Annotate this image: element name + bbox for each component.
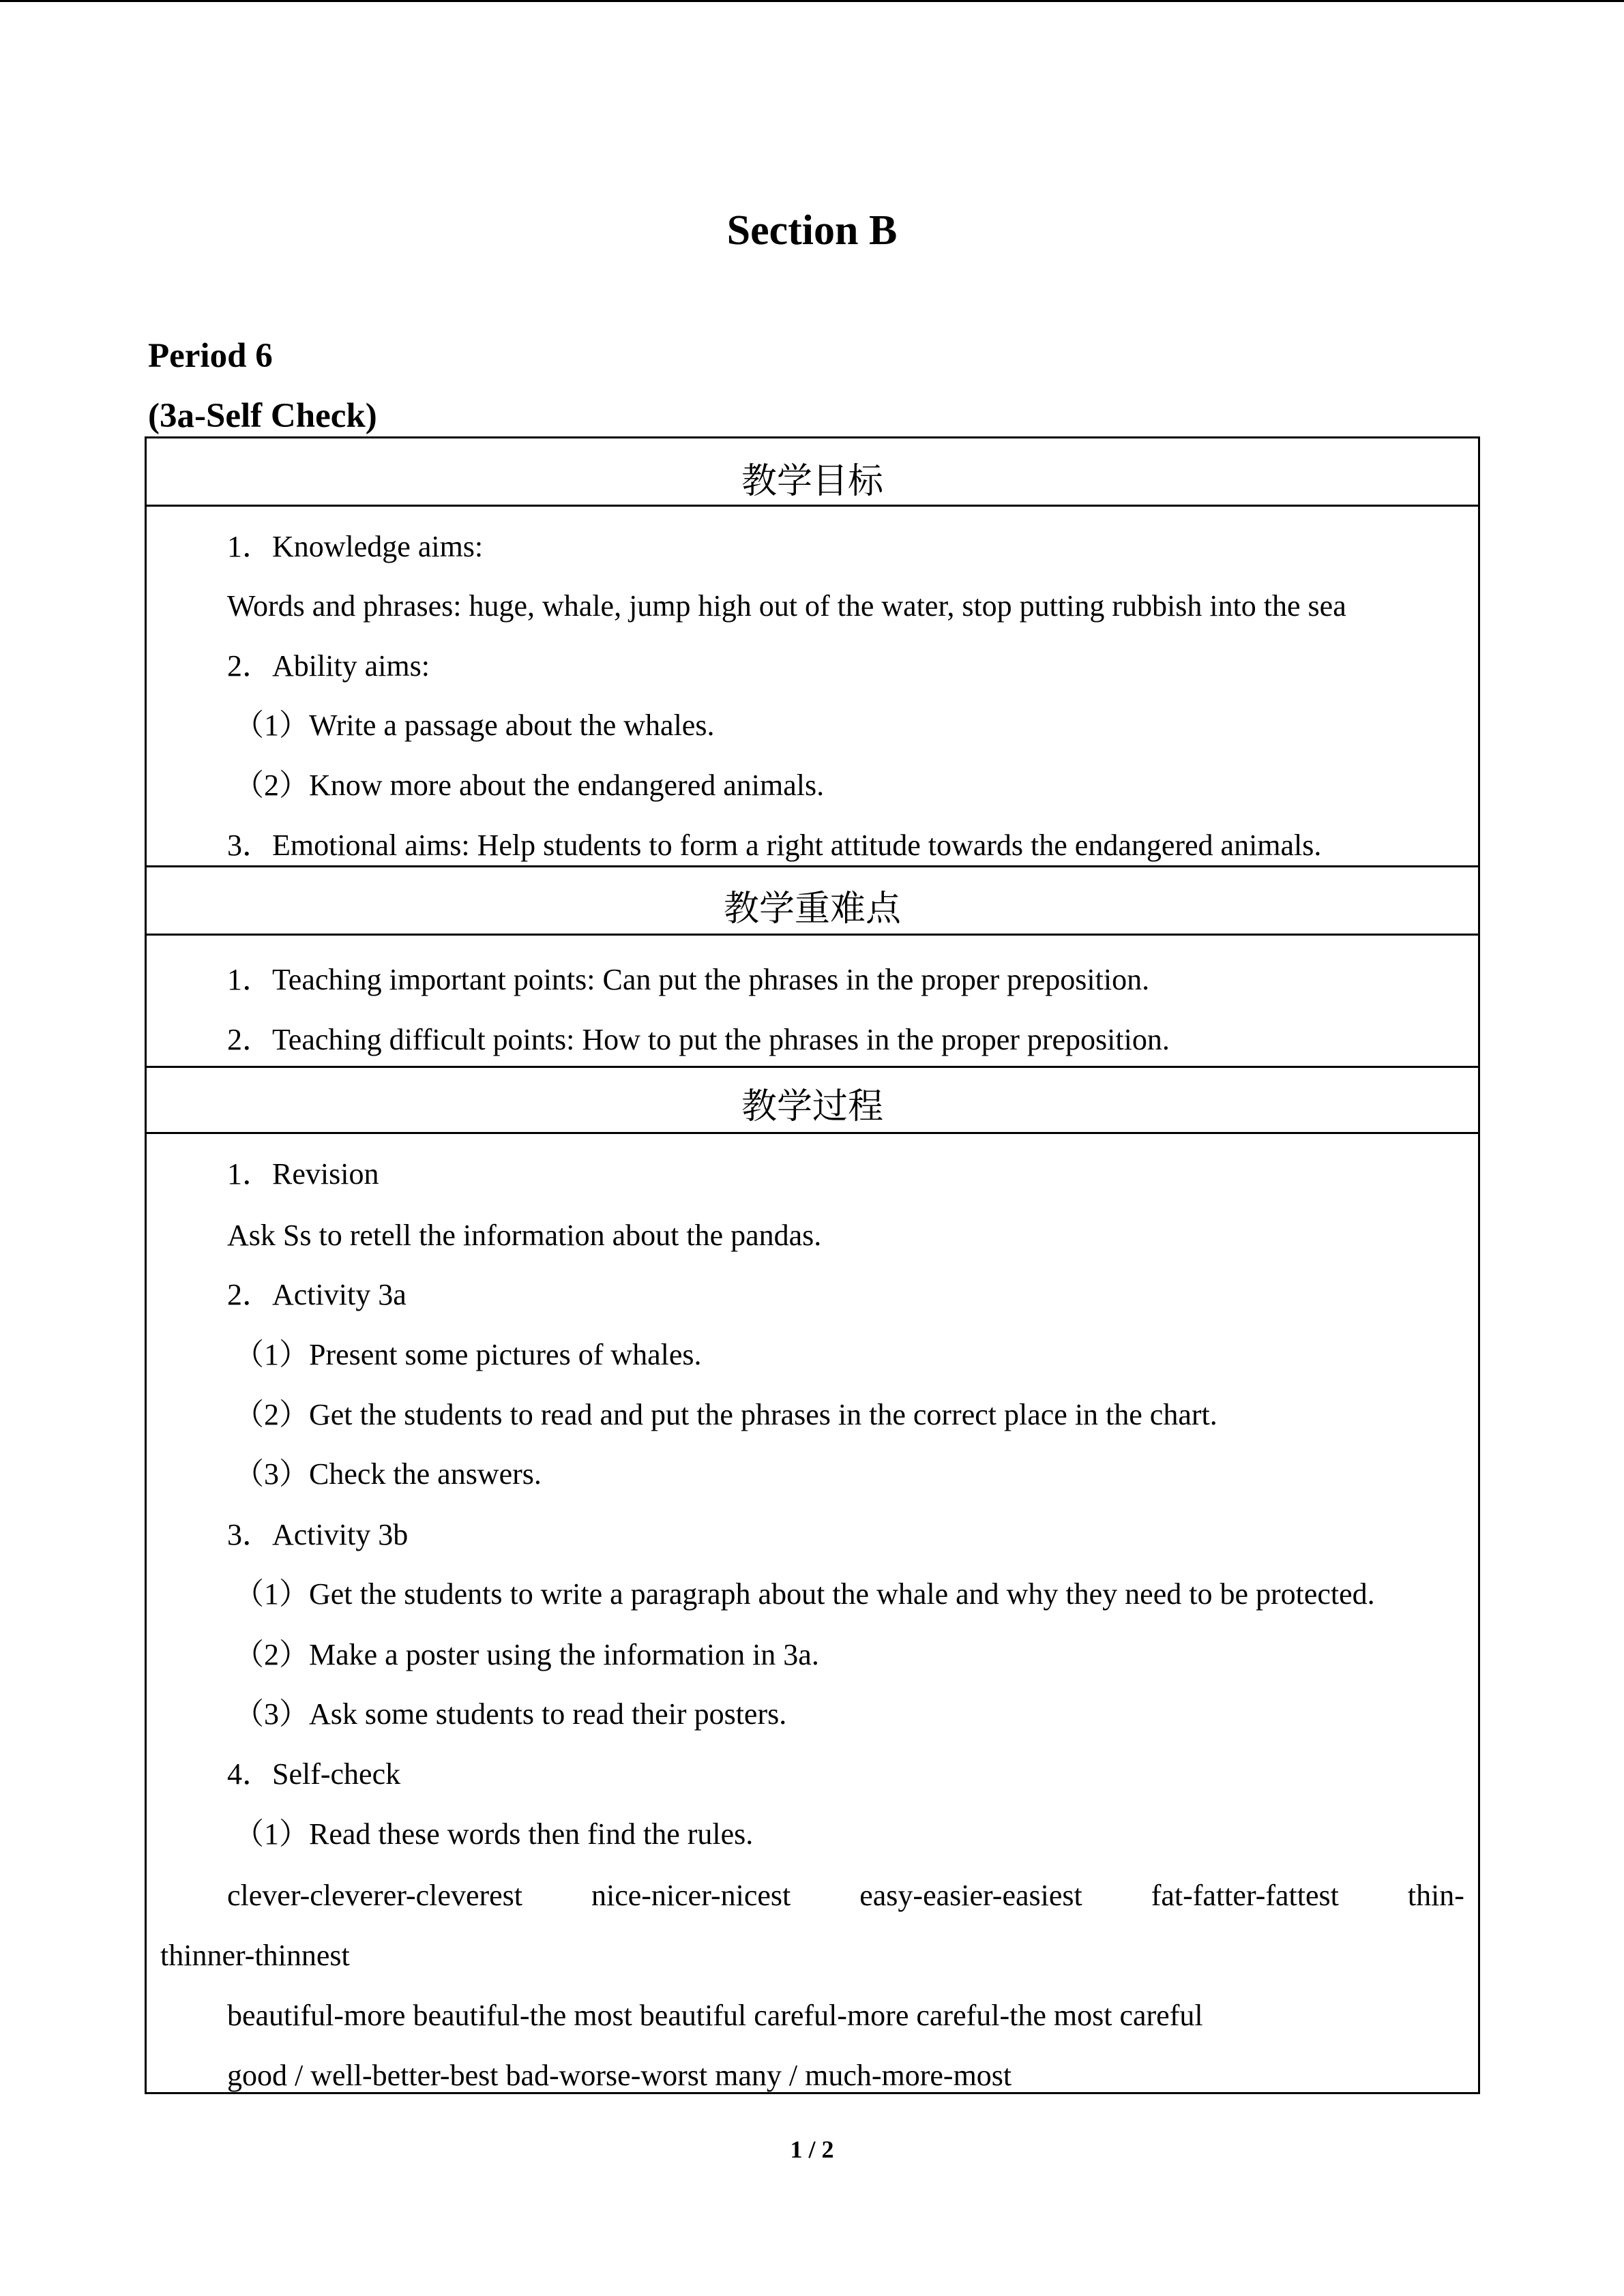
page-number: 1 / 2 — [790, 2136, 834, 2163]
process-line: （3）Ask some students to read their posters. — [234, 1697, 787, 1731]
objective-line: （1）Write a passage about the whales. — [234, 709, 715, 742]
process-line: 2．Activity 3a — [227, 1278, 407, 1311]
objective-line: （2）Know more about the endangered animals. — [234, 769, 825, 802]
period-heading: Period 6 — [148, 337, 273, 375]
word-group: nice-nicer-nicest — [591, 1879, 791, 1912]
process-line: 3．Activity 3b — [227, 1518, 409, 1551]
key-points-header: 教学重难点 — [723, 889, 901, 929]
word-group: thin- — [1407, 1879, 1464, 1912]
word-group-row — [227, 1877, 1464, 1915]
table-divider — [147, 1066, 1478, 1068]
process-line: （1）Get the students to write a paragraph about the whale and why they need to be protected. — [234, 1577, 1375, 1611]
process-line: 1．Revision — [227, 1157, 379, 1191]
process-line: （3）Check the answers. — [234, 1457, 542, 1491]
document-title: Section B — [726, 207, 898, 254]
objective-line: 3．Emotional aims: Help students to form a right attitude towards the endangered animals. — [227, 829, 1322, 862]
process-line: 4．Self-check — [227, 1757, 401, 1791]
word-group-wrap: thinner-thinnest — [160, 1939, 350, 1972]
word-group: clever-cleverer-cleverest — [227, 1879, 522, 1912]
key-point-line: 2．Teaching difficult points: How to put the phrases in the proper preposition. — [227, 1023, 1170, 1056]
process-line: Ask Ss to retell the information about the pandas. — [227, 1219, 822, 1252]
lesson-plan-table — [145, 436, 1480, 2094]
word-group: fat-fatter-fattest — [1151, 1879, 1339, 1912]
table-divider — [147, 1132, 1478, 1134]
process-line: （2）Get the students to read and put the phrases in the correct place in the chart. — [234, 1398, 1217, 1431]
process-header: 教学过程 — [741, 1086, 883, 1127]
objective-line: 1．Knowledge aims: — [227, 530, 484, 563]
process-line: （2）Make a poster using the information in 3a. — [234, 1638, 819, 1671]
objective-line: 2．Ability aims: — [227, 649, 430, 683]
word-group: easy-easier-easiest — [859, 1879, 1082, 1912]
period-subheading: (3a-Self Check) — [148, 397, 377, 435]
table-divider — [147, 934, 1478, 936]
objective-line: Words and phrases: huge, whale, jump high out of the water, stop putting rubbish into the sea — [227, 589, 1346, 623]
table-divider — [147, 505, 1478, 507]
process-line: （1）Present some pictures of whales. — [234, 1338, 702, 1371]
objectives-header: 教学目标 — [741, 461, 883, 502]
key-point-line: 1．Teaching important points: Can put the phrases in the proper preposition. — [227, 963, 1150, 996]
process-line: （1）Read these words then find the rules. — [234, 1817, 754, 1851]
top-border-rule — [0, 0, 1624, 2]
word-group-row: good / well-better-best bad-worse-worst many / much-more-most — [227, 2059, 1012, 2092]
table-divider — [147, 865, 1478, 867]
word-group-row: beautiful-more beautiful-the most beautiful careful-more careful-the most careful — [227, 1999, 1203, 2032]
